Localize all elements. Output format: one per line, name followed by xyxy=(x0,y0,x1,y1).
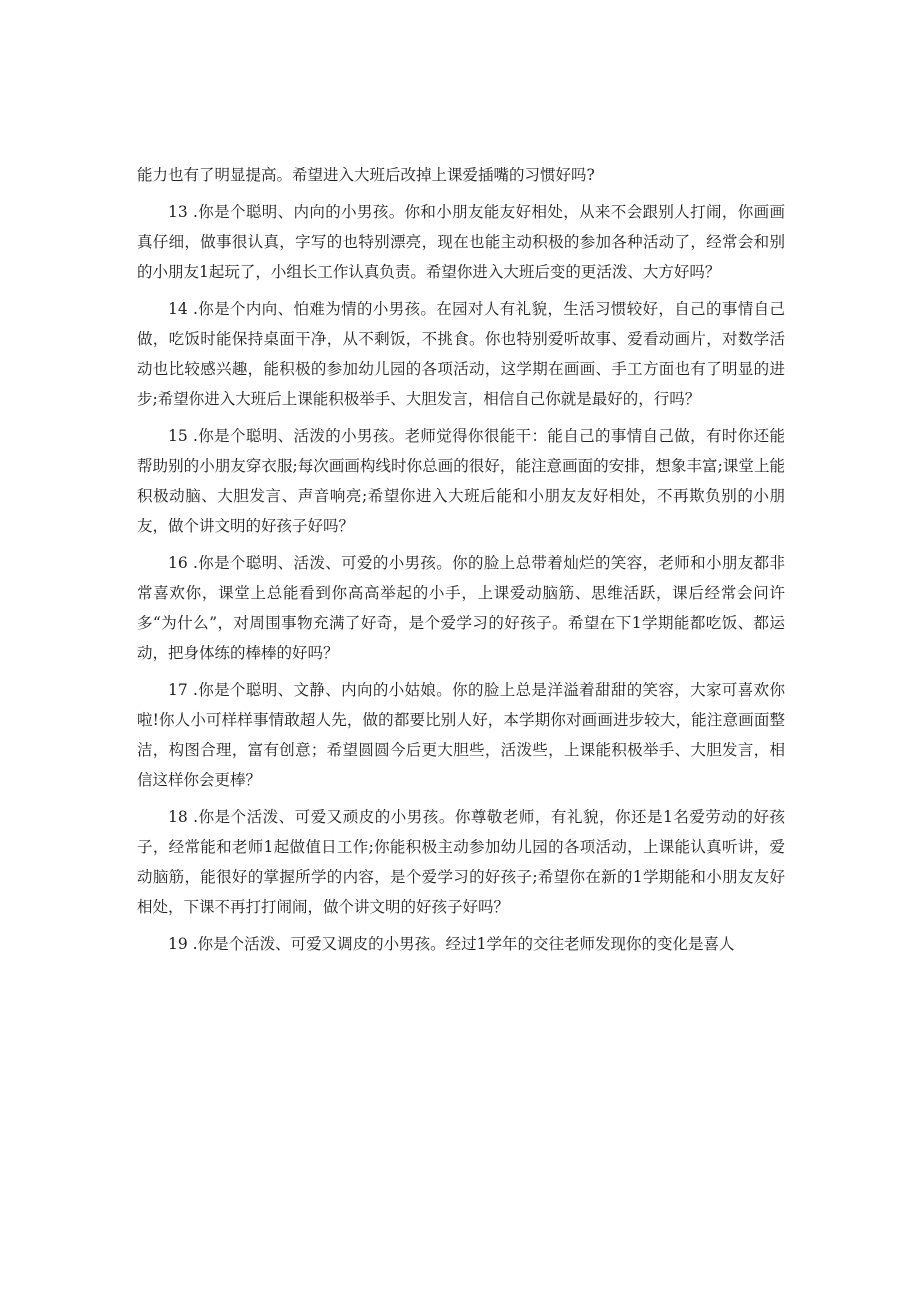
paragraph-19: 19 .你是个活泼、可爱又调皮的小男孩。经过1学年的交往老师发现你的变化是喜人 xyxy=(168,935,735,953)
paragraph-14: 14 .你是个内向、怕难为情的小男孩。在园对人有礼貌，生活习惯较好，自己的事情自己做，吃饭时能保持桌面干净，从不剩饭，不挑食。你也特别爱听故事、爱看动画片，对数学活动也比较感兴趣，能积极的参加幼儿园的各项活动，这学期在画画、手工方面也有了明显的进步;希望你进入大班后上课能积极举手、大胆发言，相信自己你就是最好的，行吗？ xyxy=(137,300,785,408)
paragraph-18: 18 .你是个活泼、可爱又顽皮的小男孩。你尊敬老师，有礼貌，你还是1名爱劳动的好孩子，经常能和老师1起做值日工作;你能积极主动参加幼儿园的各项活动，上课能认真听讲，爱动脑筋，能很好的掌握所学的内容，是个爱学习的好孩子;希望你在新的1学期能和小朋友友好相处，下课不再打打闹闹，做个讲文明的好孩子好吗？ xyxy=(137,808,785,916)
paragraph-16: 16 .你是个聪明、活泼、可爱的小男孩。你的脸上总带着灿烂的笑容，老师和小朋友都非常喜欢你，课堂上总能看到你高高举起的小手，上课爱动脑筋、思维活跃，课后经常会问许多“为什么”，对周围事物充满了好奇，是个爱学习的好孩子。希望在下1学期能都吃饭、都运动，把身体练的棒棒的好吗？ xyxy=(137,554,785,662)
document-body xyxy=(137,160,785,966)
paragraph-15: 15 .你是个聪明、活泼的小男孩。老师觉得你很能干：能自己的事情自己做，有时你还能帮助别的小朋友穿衣服;每次画画构线时你总画的很好，能注意画面的安排，想象丰富;课堂上能积极动脑、大胆发言、声音响亮;希望你进入大班后能和小朋友友好相处，不再欺负别的小朋友，做个讲文明的好孩子好吗？ xyxy=(137,427,785,535)
paragraph-continued: 能力也有了明显提高。希望进入大班后改掉上课爱插嘴的习惯好吗? xyxy=(137,166,595,184)
paragraph-17: 17 .你是个聪明、文静、内向的小姑娘。你的脸上总是洋溢着甜甜的笑容，大家可喜欢你啦!你人小可样样事情敢超人先，做的都要比别人好，本学期你对画画进步较大，能注意画面整洁，构图合理，富有创意；希望圆圆今后更大胆些，活泼些，上课能积极举手、大胆发言，相信这样你会更棒？ xyxy=(137,681,785,789)
paragraph-13: 13 .你是个聪明、内向的小男孩。你和小朋友能友好相处，从来不会跟别人打闹，你画画真仔细，做事很认真，字写的也特别漂亮，现在也能主动积极的参加各种活动了，经常会和别的小朋友1起玩了，小组长工作认真负责。希望你进入大班后变的更活泼、大方好吗？ xyxy=(137,203,785,281)
